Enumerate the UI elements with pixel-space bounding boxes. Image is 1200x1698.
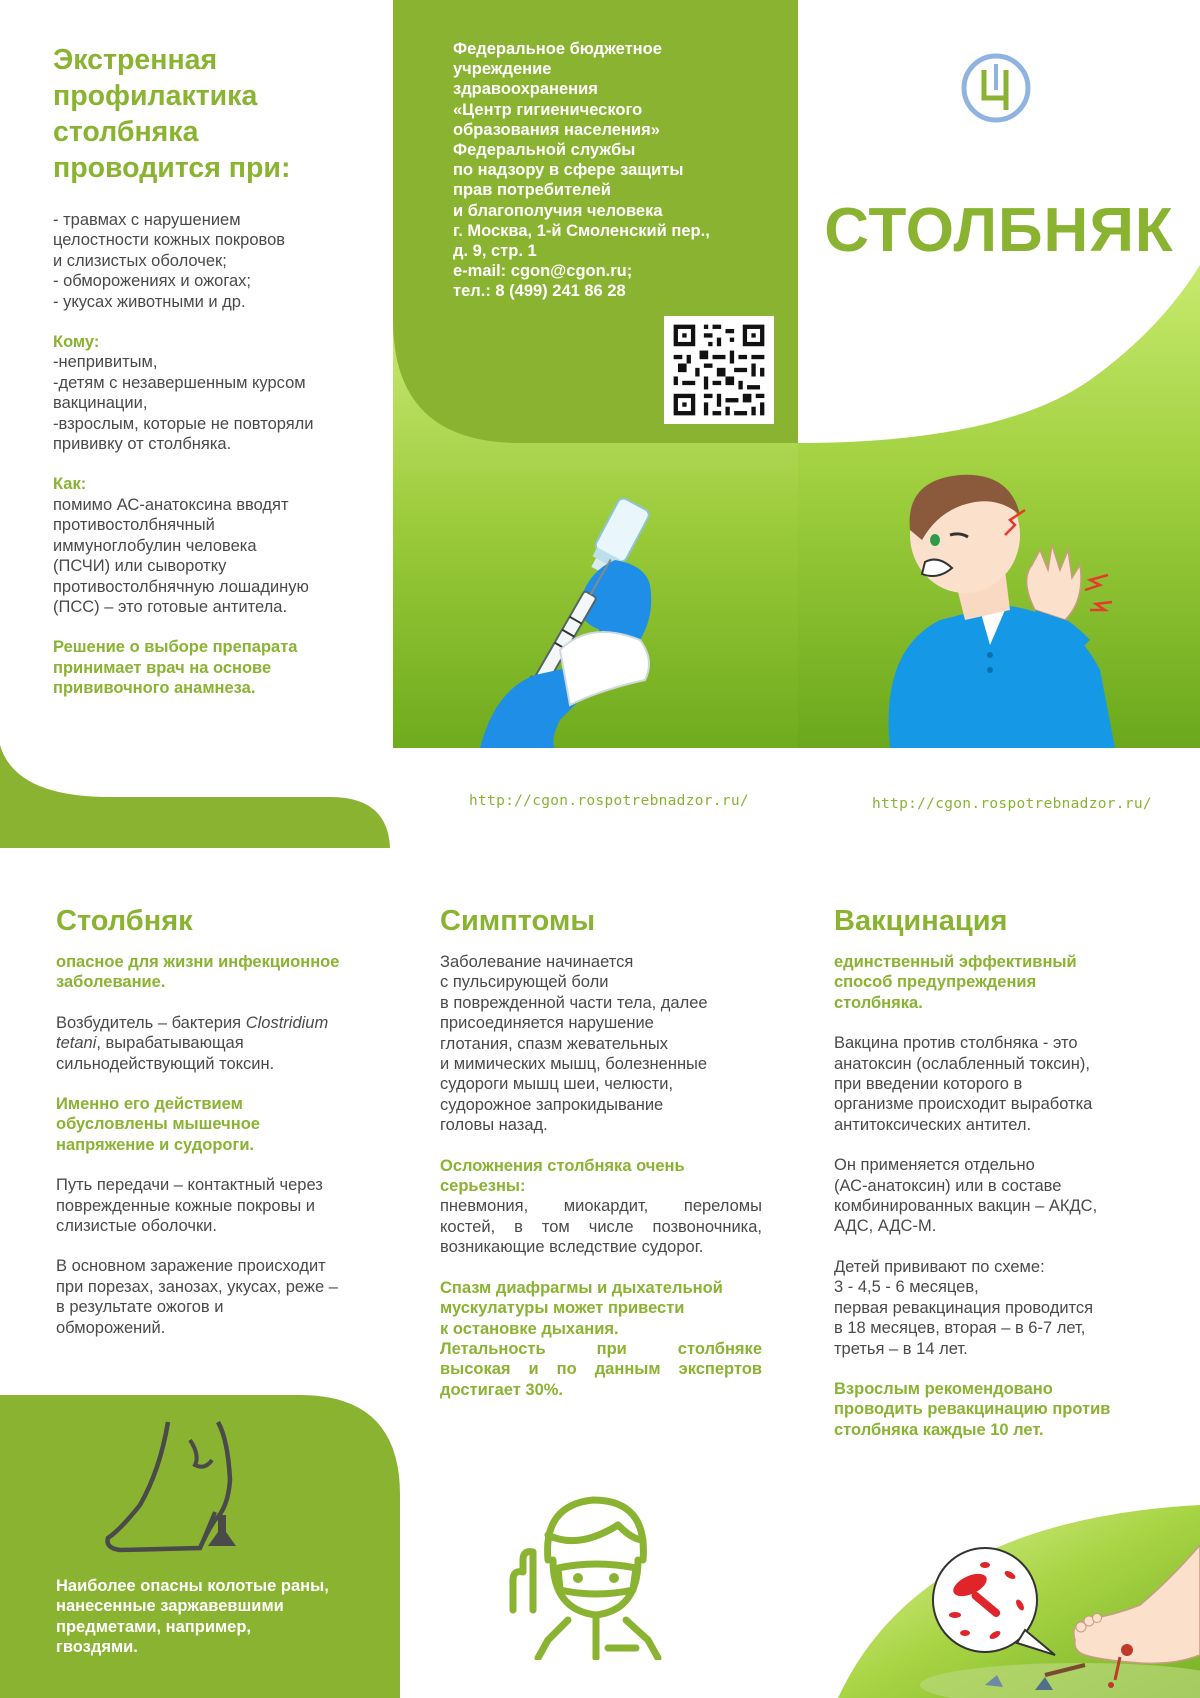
- schedule-line: в 18 месяцев, вторая – в 6-7 лет,: [834, 1319, 1086, 1338]
- lead-line: способ предупреждения: [834, 973, 1037, 992]
- case-line: - укусах животными и др.: [53, 292, 246, 311]
- how-line: противостолбнячный: [53, 516, 215, 535]
- whom-line: -взрослым, которые не повторяли: [53, 414, 314, 433]
- how-title: Как:: [53, 475, 87, 494]
- usage-line: АДС, АДС-М.: [834, 1217, 937, 1236]
- whom-line: прививку от столбняка.: [53, 435, 232, 454]
- danger-line: гвоздями.: [56, 1638, 138, 1657]
- infection-line: обморожений.: [56, 1318, 166, 1337]
- vaccine-line: Вакцина против столбняка - это: [834, 1034, 1078, 1053]
- symptoms-title: Симптомы: [440, 905, 596, 937]
- onset-line: судорожное запрокидывание: [440, 1095, 664, 1114]
- onset-line: головы назад.: [440, 1116, 548, 1135]
- infection-line: при порезах, занозах, укусах, реже –: [56, 1277, 338, 1296]
- symptoms-panel: [440, 900, 762, 1400]
- case-line: - травмах с нарушением: [53, 211, 241, 229]
- org-line: и благополучия человека: [453, 201, 663, 220]
- url-link-2[interactable]: http://cgon.rospotrebnadzor.ru/: [872, 796, 1152, 812]
- org-line: учреждение: [453, 60, 552, 79]
- usage-line: Он применяется отдельно: [834, 1156, 1035, 1175]
- vaccine-line: антитоксических антител.: [834, 1115, 1032, 1134]
- decision-line: принимает врач на основе: [53, 658, 272, 677]
- onset-line: судороги мышц шеи, челюсти,: [440, 1075, 674, 1094]
- org-line: г. Москва, 1-й Смоленский пер.,: [453, 221, 710, 240]
- lead-line: столбняка.: [834, 993, 923, 1012]
- transmission-line: слизистые оболочки.: [56, 1217, 217, 1236]
- qr-code-icon: [664, 316, 774, 424]
- lethality-note: [440, 1339, 762, 1400]
- spasm-line: к остановке дыхания.: [440, 1319, 619, 1338]
- infection-line: в результате ожогов и: [56, 1298, 224, 1317]
- decision-line: прививочного анамнеза.: [53, 679, 256, 698]
- adults-line: проводить ревакцинацию против: [834, 1400, 1111, 1419]
- foot-nail-icon: [100, 1420, 250, 1560]
- infection-line: В основном заражение происходит: [56, 1257, 326, 1276]
- org-line: д. 9, стр. 1: [453, 242, 537, 261]
- org-line: Федеральной службы: [453, 141, 636, 160]
- adults-line: Взрослым рекомендовано: [834, 1379, 1053, 1398]
- lethality-line: Летальность при столбняке: [440, 1339, 762, 1358]
- complication-line: возникающие вследствие судорог.: [440, 1238, 704, 1257]
- lethality-line: достигает 30%.: [440, 1380, 564, 1399]
- spasm-line: Спазм диафрагмы и дыхательной: [440, 1278, 723, 1297]
- bacteria-foot-illustration: [925, 1545, 1200, 1698]
- vaccination-title: Вакцинация: [834, 905, 1008, 937]
- disease-agent: [56, 1013, 396, 1074]
- symptoms-onset: [440, 952, 762, 1136]
- org-line: образования населения»: [453, 120, 660, 139]
- disease-effect: [56, 1094, 396, 1155]
- disease-lead: [56, 952, 396, 993]
- onset-line: и мимических мышц, болезненные: [440, 1055, 708, 1074]
- agent-text: , вырабатывающая: [96, 1034, 244, 1053]
- disease-transmission: [56, 1175, 396, 1236]
- org-line: Федеральное бюджетное: [453, 40, 662, 58]
- adults-line: столбняка каждые 10 лет.: [834, 1420, 1044, 1439]
- how-line: помимо АС-анатоксина вводят: [53, 495, 289, 514]
- usage-line: (АС-анатоксин) или в составе: [834, 1176, 1062, 1195]
- lethality-line: высокая и по данным экспертов: [440, 1360, 762, 1379]
- danger-line: предметами, например,: [56, 1617, 252, 1636]
- disease-infection: [56, 1256, 396, 1338]
- how-line: (ПСЧИ) или сыворотку: [53, 557, 227, 576]
- onset-line: глотания, спазм жевательных: [440, 1034, 668, 1053]
- onset-line: присоединяется нарушение: [440, 1014, 654, 1033]
- prevention-panel: [53, 42, 373, 699]
- whom-line: -детям с незавершенным курсом: [53, 373, 306, 392]
- spasm-note: [440, 1278, 762, 1339]
- vaccination-lead: [834, 952, 1164, 1013]
- org-phone[interactable]: тел.: 8 (499) 241 86 28: [453, 282, 626, 301]
- prevention-cases: [53, 210, 373, 312]
- whom-line: -непривитым,: [53, 353, 158, 372]
- agent-genus: Clostridium: [245, 1013, 329, 1032]
- schedule-line: Детей прививают по схеме:: [834, 1257, 1045, 1276]
- org-info: [453, 39, 773, 302]
- transmission-line: Путь передачи – контактный через: [56, 1176, 323, 1195]
- onset-line: Заболевание начинается: [440, 953, 634, 971]
- danger-line: нанесенные заржавевшими: [56, 1597, 284, 1616]
- doctor-icon: [508, 1490, 678, 1660]
- effect-line: Именно его действием: [56, 1095, 243, 1114]
- onset-line: в поврежденной части тела, далее: [440, 993, 708, 1012]
- complication-line: пневмония, миокардит, переломы: [440, 1197, 762, 1216]
- vaccination-panel: [834, 900, 1164, 1440]
- agent-text: сильнодействующий токсин.: [56, 1054, 275, 1073]
- case-line: целостности кожных покровов: [53, 231, 286, 250]
- complication-line: костей, в том числе позвоночника,: [440, 1217, 762, 1236]
- vaccine-usage: [834, 1155, 1164, 1237]
- lead-line: заболевание.: [56, 973, 166, 992]
- vaccine-schedule: [834, 1257, 1164, 1359]
- vaccine-line: анатоксин (ослабленный токсин),: [834, 1054, 1090, 1073]
- url-link-1[interactable]: http://cgon.rospotrebnadzor.ru/: [469, 793, 749, 809]
- how-list: [53, 495, 373, 617]
- effect-line: напряжение и судороги.: [56, 1135, 255, 1154]
- org-line: здравоохранения: [453, 80, 598, 99]
- qr-code[interactable]: [664, 316, 774, 424]
- complications-title-line: Осложнения столбняка очень: [440, 1156, 685, 1175]
- agent-species: tetani: [56, 1034, 97, 1053]
- vaccine-description: [834, 1033, 1164, 1135]
- complications-title-line: серьезны:: [440, 1177, 526, 1196]
- schedule-line: 3 - 4,5 - 6 месяцев,: [834, 1278, 979, 1297]
- whom-line: вакцинации,: [53, 394, 148, 413]
- complications-list: [440, 1196, 762, 1257]
- whom-title: Кому:: [53, 333, 100, 352]
- agent-text: Возбудитель – бактерия: [56, 1013, 246, 1032]
- org-line: прав потребителей: [453, 181, 611, 200]
- lead-line: единственный эффективный: [834, 953, 1077, 971]
- left-bottom-wave: [0, 745, 390, 848]
- how-line: иммуноглобулин человека: [53, 536, 257, 555]
- decision-line: Решение о выборе препарата: [53, 638, 298, 657]
- transmission-line: поврежденные кожные покровы и: [56, 1196, 316, 1215]
- how-line: противостолбнячную лошадиную: [53, 577, 309, 596]
- usage-line: комбинированных вакцин – АКДС,: [834, 1197, 1098, 1216]
- spasm-line: мускулатуры может привести: [440, 1299, 685, 1318]
- schedule-line: первая ревакцинация проводится: [834, 1298, 1094, 1317]
- disease-title: Столбняк: [56, 905, 193, 937]
- org-line: по надзору в сфере защиты: [453, 161, 684, 180]
- syringe-hands-illustration: [440, 490, 740, 748]
- onset-line: с пульсирующей боли: [440, 973, 609, 992]
- vaccine-line: организме происходит выработка: [834, 1095, 1093, 1114]
- lead-line: опасное для жизни инфекционное: [56, 953, 340, 971]
- case-line: - обморожениях и ожогах;: [53, 272, 252, 291]
- cover-title: СТОЛБНЯК: [824, 196, 1174, 265]
- adults-note: [834, 1379, 1164, 1440]
- vaccine-line: при введении которого в: [834, 1075, 1023, 1094]
- disease-panel: [56, 900, 396, 1338]
- how-line: (ПСС) – это готовые антитела.: [53, 597, 288, 616]
- prevention-title: Экстренная профилактика столбняка проводится при:: [53, 44, 291, 184]
- effect-line: обусловлены мышечное: [56, 1115, 260, 1134]
- man-neck-pain-illustration: [860, 470, 1130, 748]
- complications-title: [440, 1156, 762, 1197]
- schedule-line: третья – в 14 лет.: [834, 1339, 968, 1358]
- cgon-logo-icon: [960, 52, 1032, 124]
- org-email[interactable]: e-mail: cgon@cgon.ru;: [453, 262, 633, 281]
- case-line: и слизистых оболочек;: [53, 251, 227, 270]
- decision-note: [53, 637, 373, 698]
- danger-line: Наиболее опасны колотые раны,: [56, 1577, 329, 1595]
- whom-list: [53, 352, 373, 454]
- danger-note: [56, 1576, 386, 1658]
- org-line: «Центр гигиенического: [453, 100, 643, 119]
